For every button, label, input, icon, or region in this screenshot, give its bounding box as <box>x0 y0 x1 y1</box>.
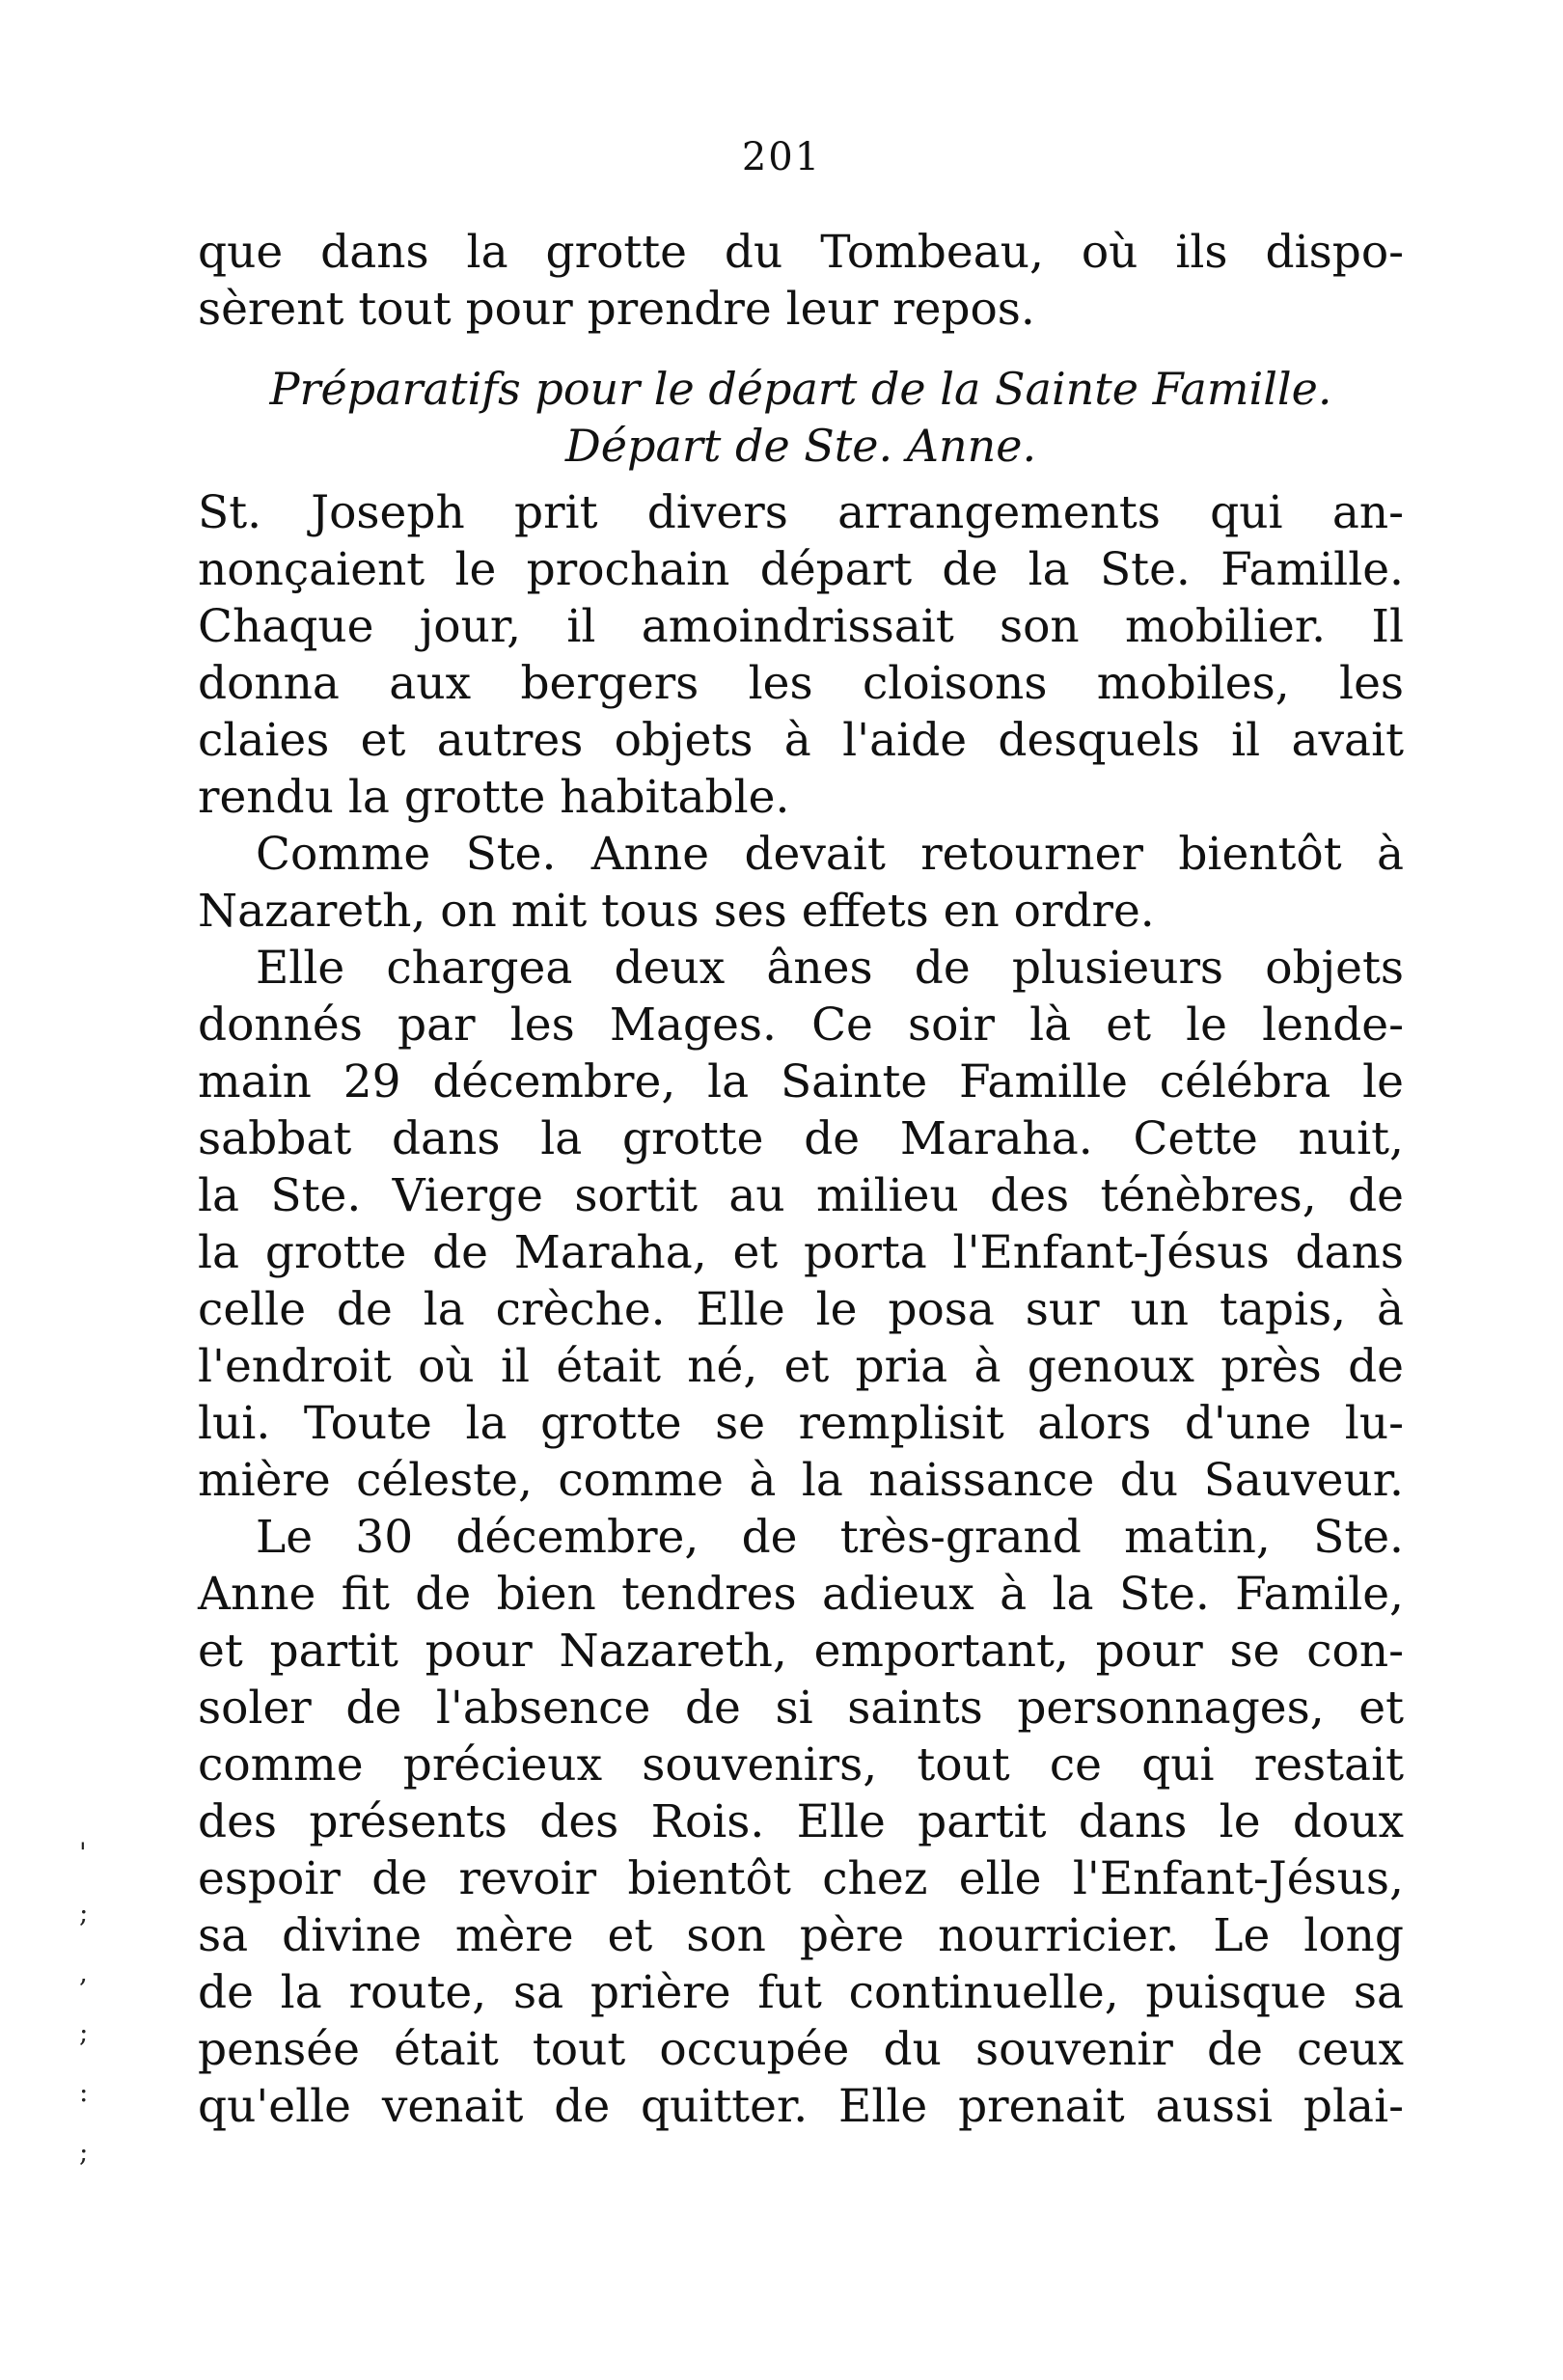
margin-speck: ; <box>79 2136 89 2168</box>
text-line: mière céleste, comme à la naissance du Sauveur. <box>198 1454 1404 1507</box>
text-line: donnés par les Mages. Ce soir là et le lende- <box>198 999 1404 1052</box>
text-line: des présents des Rois. Elle partit dans le doux <box>198 1795 1404 1848</box>
text-line: sa divine mère et son père nourricier. Le long <box>198 1909 1404 1962</box>
text-line: St. Joseph prit divers arrangements qui an- <box>198 486 1404 539</box>
text-line: soler de l'absence de si saints personnages, et <box>198 1682 1404 1735</box>
text-line: donna aux bergers les cloisons mobiles, les <box>198 657 1404 710</box>
text-line: sèrent tout pour prendre leur repos. <box>198 283 1035 336</box>
text-line: et partit pour Nazareth, emportant, pour se con- <box>198 1625 1404 1678</box>
margin-speck: , <box>79 1956 88 1988</box>
text-line: la grotte de Maraha, et porta l'Enfant-Jésus dans <box>198 1226 1404 1279</box>
text-line: celle de la crèche. Elle le posa sur un tapis, à <box>198 1283 1404 1336</box>
text-line: nonçaient le prochain départ de la Ste. Famille. <box>198 543 1404 596</box>
text-line: Nazareth, on mit tous ses effets en ordre. <box>198 885 1155 938</box>
text-line: la Ste. Vierge sortit au milieu des ténèbres, de <box>198 1169 1404 1222</box>
margin-speck: ; <box>79 2016 89 2048</box>
text-line: main 29 décembre, la Sainte Famille célébra le <box>198 1055 1404 1108</box>
text-line: Chaque jour, il amoindrissait son mobilier. Il <box>198 600 1404 653</box>
text-line: lui. Toute la grotte se remplisit alors d'une lu- <box>198 1397 1404 1450</box>
text-line: rendu la grotte habitable. <box>198 771 790 824</box>
text-line: pensée était tout occupée du souvenir de ceux <box>198 2023 1404 2076</box>
text-line: comme précieux souvenirs, tout ce qui restait <box>198 1738 1404 1792</box>
text-line: sabbat dans la grotte de Maraha. Cette nuit, <box>198 1112 1404 1165</box>
text-line: de la route, sa prière fut continuelle, puisque sa <box>198 1966 1404 2019</box>
page-number: 201 <box>741 135 822 179</box>
page-text <box>198 224 1404 2135</box>
text-line: Anne fit de bien tendres adieux à la Ste. Famile, <box>198 1568 1404 1621</box>
margin-speck: : <box>79 2076 89 2108</box>
margin-specks <box>79 1823 98 2182</box>
section-heading: Préparatifs pour le départ de la Sainte Famille. <box>269 363 1332 415</box>
text-line: Elle chargea deux ânes de plusieurs objets <box>256 942 1404 995</box>
text-line: l'endroit où il était né, et pria à genoux près de <box>198 1340 1404 1393</box>
text-line: claies et autres objets à l'aide desquels il avait <box>198 714 1404 767</box>
text-line: espoir de revoir bientôt chez elle l'Enfant-Jésus, <box>198 1852 1404 1905</box>
text-line: Le 30 décembre, de très-grand matin, Ste. <box>256 1511 1404 1564</box>
text-line: que dans la grotte du Tombeau, où ils dispo- <box>198 226 1404 279</box>
section-subheading: Départ de Ste. Anne. <box>564 420 1037 472</box>
text-line: Comme Ste. Anne devait retourner bientôt à <box>256 828 1404 881</box>
text-line: qu'elle venait de quitter. Elle prenait aussi plai- <box>198 2080 1404 2133</box>
margin-speck: ; <box>79 1897 89 1929</box>
margin-speck: ' <box>79 1837 87 1869</box>
